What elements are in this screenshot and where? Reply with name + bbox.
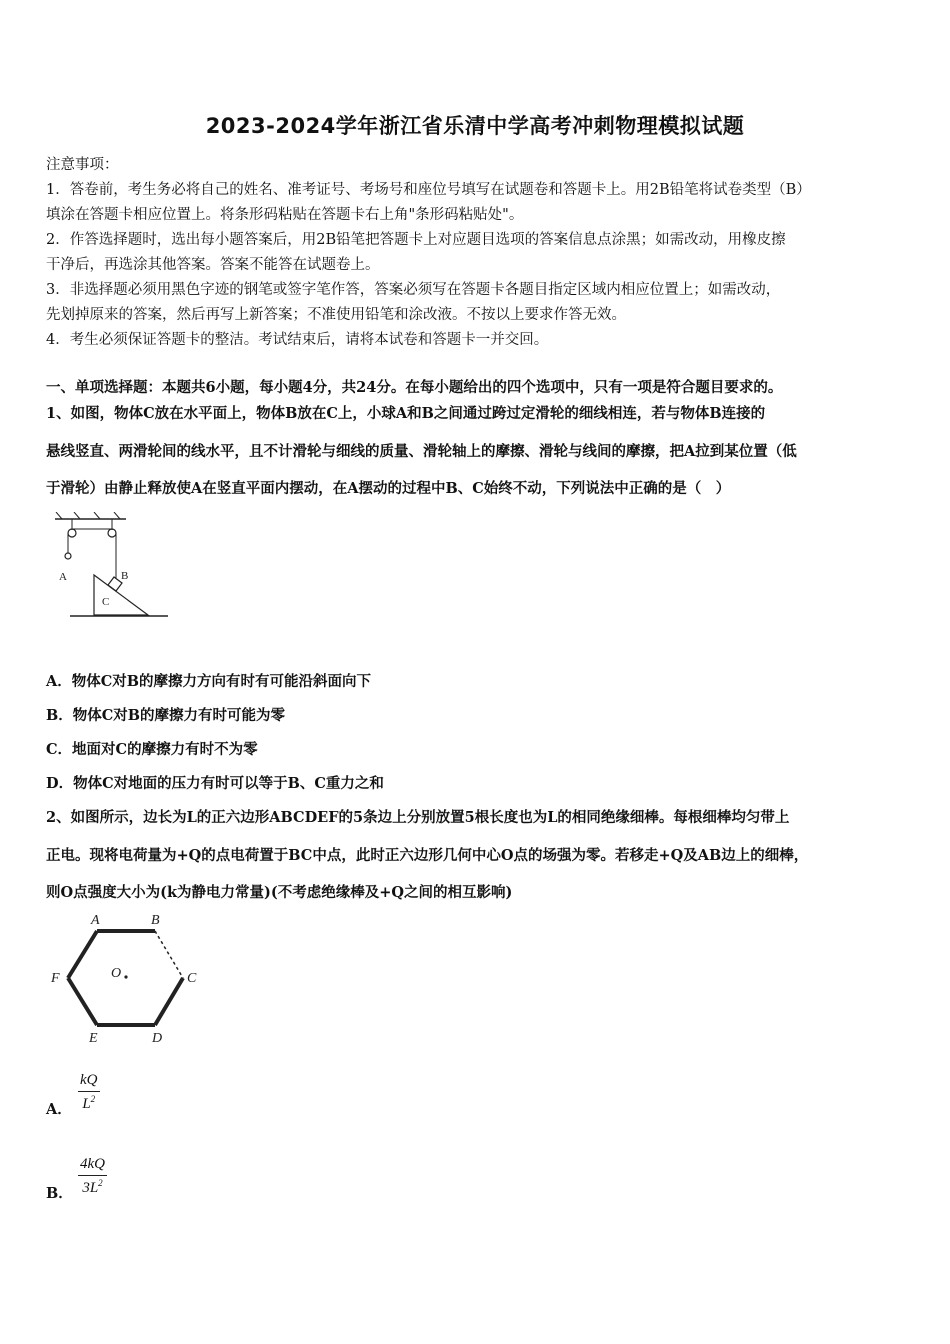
q1-option-a[interactable]: A．物体C对B的摩擦力方向有时有可能沿斜面向下	[46, 673, 372, 690]
den-base: 3L	[82, 1180, 99, 1196]
q2-option-b-letter[interactable]: B．	[46, 1185, 73, 1202]
pulley-left	[68, 529, 76, 537]
fraction-bar	[78, 1091, 100, 1092]
numerator: 4kQ	[80, 1156, 105, 1172]
label-e: E	[89, 1031, 98, 1046]
q1-stem-line: 悬线竖直、两滑轮间的线水平，且不计滑轮与细线的质量、滑轮轴上的摩擦、滑轮与线间的摩擦，把A拉到某位置（低	[46, 443, 797, 460]
notice-line: 4．考生必须保证答题卡的整洁。考试结束后，请将本试卷和答题卡一并交回。	[46, 332, 549, 348]
notice-line: 干净后，再选涂其他答案。答案不能答在试题卷上。	[46, 257, 380, 273]
numerator: kQ	[80, 1072, 98, 1088]
denominator	[78, 1178, 107, 1197]
label-b: B	[121, 570, 129, 582]
pulley-right	[108, 529, 116, 537]
q1-pulley-figure	[50, 512, 175, 624]
q2-stem-line: 2、如图所示，边长为L的正六边形ABCDEF的5条边上分别放置5根长度也为L的相同绝缘细棒。每根细棒均匀带上	[46, 809, 790, 826]
block-b	[108, 577, 122, 591]
section-header: 一、单项选择题：本题共6小题，每小题4分，共24分。在每小题给出的四个选项中，只有一项是符合题目要求的。	[46, 379, 783, 396]
notice-line: 3．非选择题必须用黑色字迹的钢笔或签字笔作答，答案必须写在答题卡各题目指定区域内相应位置上；如需改动，	[46, 282, 781, 298]
q1-option-d[interactable]: D．物体C对地面的压力有时可以等于B、C重力之和	[46, 775, 384, 792]
hex-edge-cd	[155, 978, 183, 1025]
den-base: L	[82, 1096, 91, 1112]
label-b: B	[151, 913, 160, 928]
denominator	[78, 1094, 100, 1113]
ball-a	[65, 553, 71, 559]
label-o: O	[111, 966, 122, 981]
q1-option-c[interactable]: C．地面对C的摩擦力有时不为零	[46, 741, 258, 758]
den-exponent: 2	[90, 1094, 96, 1104]
notice-line: 填涂在答题卡相应位置上。将条形码粘贴在答题卡右上角"条形码粘贴处"。	[46, 207, 524, 223]
center-point	[124, 975, 127, 978]
label-a: A	[59, 571, 67, 583]
q1-stem-line: 于滑轮）由静止释放使A在竖直平面内摆动，在A摆动的过程中B、C始终不动，下列说法中正确的是（ ）	[46, 480, 731, 497]
den-exponent: 2	[98, 1178, 103, 1188]
label-d: D	[152, 1031, 163, 1046]
hex-edge-bc	[155, 931, 183, 978]
page-title: 2023-2024学年浙江省乐清中学高考冲刺物理模拟试题	[205, 114, 745, 138]
label-c: C	[102, 596, 110, 608]
fraction-bar	[78, 1175, 107, 1176]
q2-hexagon-figure	[45, 908, 210, 1048]
q2-stem-line: 则O点强度大小为(k为静电力常量)(不考虑绝缘棒及+Q之间的相互影响)	[46, 884, 513, 901]
notice-heading: 注意事项：	[46, 157, 119, 173]
q2-option-a-letter[interactable]: A．	[46, 1101, 72, 1118]
q2-stem-line: 正电。现将电荷量为+Q的点电荷置于BC中点，此时正六边形几何中心O点的场强为零。若移走+Q及AB边上的细棒，	[46, 847, 809, 864]
notice-line: 先划掉原来的答案，然后再写上新答案；不准使用铅笔和涂改液。不按以上要求作答无效。	[46, 307, 626, 323]
label-a: A	[91, 913, 100, 928]
notice-line: 2．作答选择题时，选出每小题答案后，用2B铅笔把答题卡上对应题目选项的答案信息点涂黑；如需改动，用橡皮擦	[46, 232, 786, 248]
label-f: F	[51, 971, 60, 986]
hex-edge-fa	[68, 931, 97, 978]
q2-option-a-fraction[interactable]	[78, 1072, 100, 1113]
label-c: C	[187, 971, 197, 986]
notice-line: 1．答卷前，考生务必将自己的姓名、准考证号、考场号和座位号填写在试题卷和答题卡上。用2B铅笔将试卷类型（B）	[46, 182, 811, 198]
q1-stem-line: 1、如图，物体C放在水平面上，物体B放在C上，小球A和B之间通过跨过定滑轮的细线相连，若与物体B连接的	[46, 405, 766, 422]
q1-option-b[interactable]: B．物体C对B的摩擦力有时可能为零	[46, 707, 286, 724]
q2-option-b-fraction[interactable]	[78, 1156, 107, 1197]
hex-edge-ef	[68, 978, 97, 1025]
